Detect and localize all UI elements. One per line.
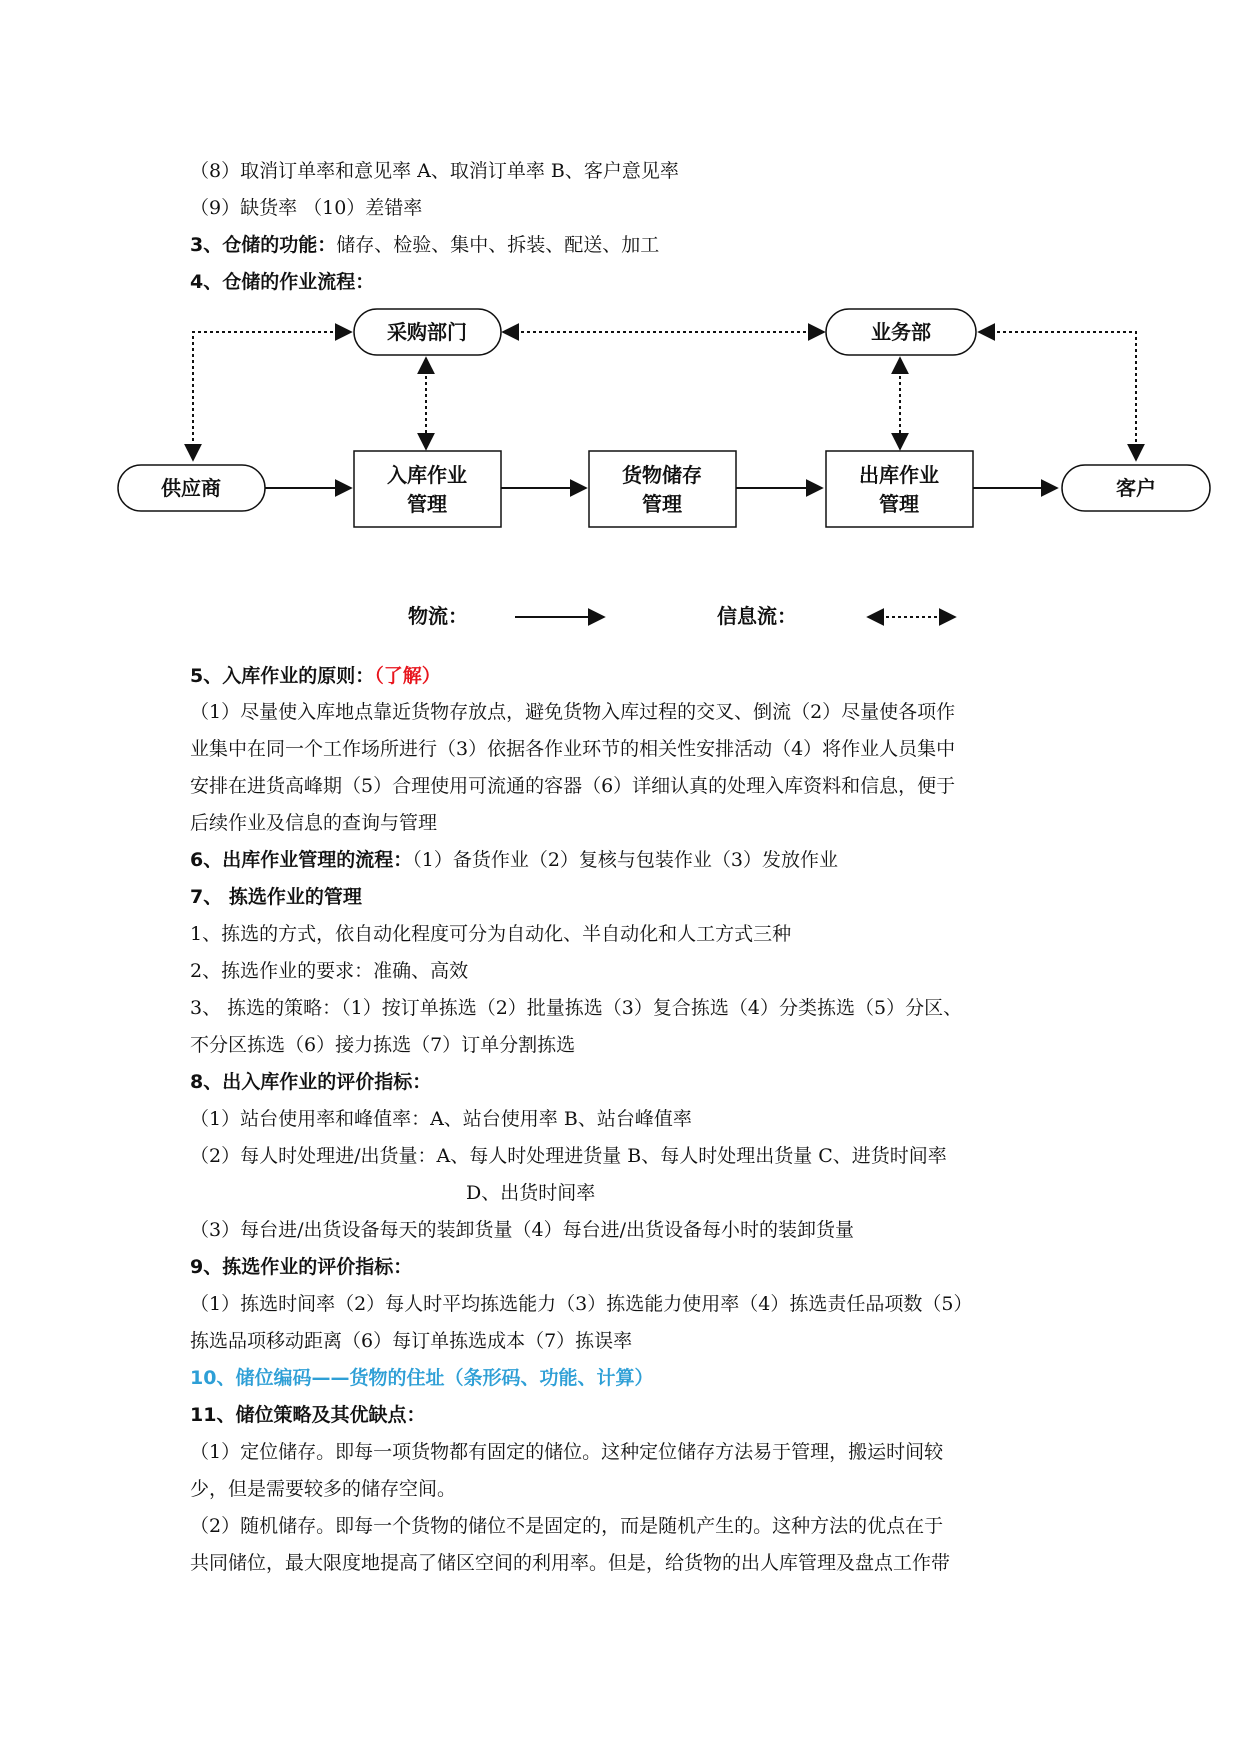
- heading-body: （1）备货作业（2）复核与包装作业（3）发放作业: [412, 849, 839, 871]
- heading-inbound-principles: [190, 664, 441, 688]
- node-customer-label: 客户: [1116, 476, 1156, 500]
- text-line: （2）随机储存。即每一个货物的储位不是固定的，而是随机产生的。这种方法的优点在于: [190, 1515, 944, 1537]
- heading-outbound-process: [190, 848, 838, 872]
- heading-storage-functions: [190, 233, 659, 257]
- text-line: 后续作业及信息的查询与管理: [190, 812, 438, 834]
- text-line: （1）拣选时间率（2）每人时平均拣选能力（3）拣选能力使用率（4）拣选责任品项数（5）: [190, 1293, 973, 1315]
- heading-picking-indicators: 9、拣选作业的评价指标：: [190, 1256, 413, 1278]
- node-supplier-label: 供应商: [161, 476, 221, 500]
- text-line: （2）每人时处理进/出货量：A、每人时处理进货量 B、每人时处理出货量 C、进货时间率: [190, 1145, 947, 1167]
- text-line: （1）定位储存。即每一项货物都有固定的储位。这种定位储存方法易于管理，搬运时间较: [190, 1441, 944, 1463]
- text-line: 1、拣选的方式，依自动化程度可分为自动化、半自动化和人工方式三种: [190, 923, 792, 945]
- box-inbound-label-2: 管理: [407, 492, 447, 516]
- info-arrow: [979, 332, 1136, 460]
- text-line: 共同储位，最大限度地提高了储区空间的利用率。但是，给货物的出人库管理及盘点工作带: [190, 1552, 951, 1574]
- text-line: （9）缺货率 （10）差错率: [190, 197, 423, 219]
- text-line: 不分区拣选（6）接力拣选（7）订单分割拣选: [190, 1034, 576, 1056]
- text-line: （1）尽量使入库地点靠近货物存放点，避免货物入库过程的交叉、倒流（2）尽量使各项作: [190, 701, 956, 723]
- heading-inout-indicators: 8、出入库作业的评价指标：: [190, 1071, 432, 1093]
- text-line: （8）取消订单率和意见率 A、取消订单率 B、客户意见率: [190, 160, 679, 182]
- node-purchasing-label: 采购部门: [387, 320, 467, 344]
- text-line: D、出货时间率: [466, 1182, 596, 1204]
- text-line: 3、 拣选的策略：（1）按订单拣选（2）批量拣选（3）复合拣选（4）分类拣选（5）分区、: [190, 997, 963, 1019]
- text-line: 业集中在同一个工作场所进行（3）依据各作业环节的相关性安排活动（4）将作业人员集中: [190, 738, 956, 760]
- node-sales-label: 业务部: [871, 320, 931, 344]
- box-storage-label-1: 货物储存: [622, 463, 702, 487]
- box-outbound-label-2: 管理: [879, 492, 919, 516]
- text-line: 拣选品项移动距离（6）每订单拣选成本（7）拣误率: [190, 1330, 633, 1352]
- info-arrow: [193, 332, 351, 460]
- text-line: （3）每台进/出货设备每天的装卸货量（4）每台进/出货设备每小时的装卸货量: [190, 1219, 854, 1241]
- text-line: （1）站台使用率和峰值率：A、站台使用率 B、站台峰值率: [190, 1108, 692, 1130]
- text-line: 少，但是需要较多的储存空间。: [190, 1478, 457, 1500]
- box-inbound-label-1: 入库作业: [387, 463, 467, 487]
- text-line: 安排在进货高峰期（5）合理使用可流通的容器（6）详细认真的处理入库资料和信息，便于: [190, 775, 956, 797]
- storage-process-diagram: [0, 300, 1241, 640]
- tag-understand: （了解）: [374, 665, 441, 687]
- heading-body: 储存、检验、集中、拆装、配送、加工: [336, 234, 660, 256]
- heading-picking-management: 7、 拣选作业的管理: [190, 886, 362, 908]
- box-storage-label-2: 管理: [642, 492, 682, 516]
- heading-text: 5、入库作业的原则：: [190, 665, 375, 687]
- legend-logistics-label: 物流：: [408, 604, 468, 628]
- box-outbound-label-1: 出库作业: [859, 463, 939, 487]
- heading-text: 6、出库作业管理的流程：: [190, 849, 413, 871]
- heading-text: 3、仓储的功能：: [190, 234, 337, 256]
- heading-storage-process: 4、仓储的作业流程：: [190, 271, 375, 293]
- heading-location-strategy: 11、储位策略及其优缺点：: [190, 1404, 426, 1426]
- heading-location-coding: 10、储位编码——货物的住址（条形码、功能、计算）: [190, 1367, 654, 1389]
- legend-info-label: 信息流：: [717, 604, 797, 628]
- text-line: 2、拣选作业的要求：准确、高效: [190, 960, 469, 982]
